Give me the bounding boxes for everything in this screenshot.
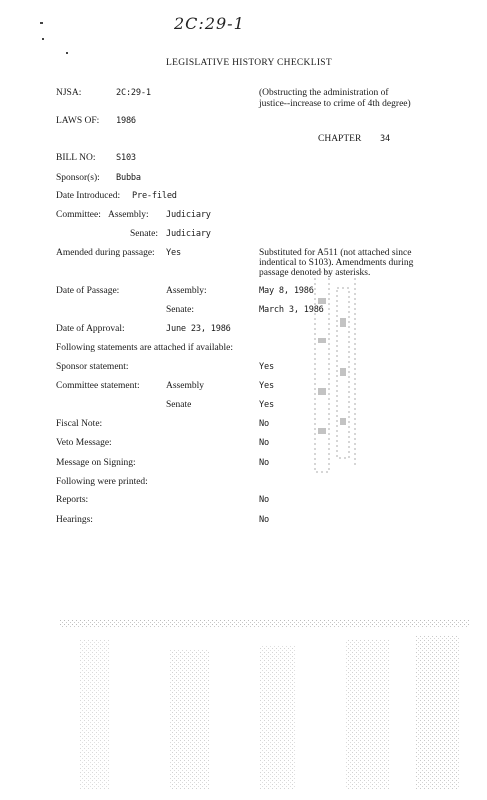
- amended-note-line-2: indentical to S103). Amendments during: [259, 258, 414, 268]
- amended-note-line-3: passage denoted by asterisks.: [259, 268, 371, 278]
- laws-of-value: 1986: [116, 116, 136, 126]
- sponsors-value: Bubba: [116, 173, 141, 183]
- scan-speck: [40, 22, 43, 24]
- chapter-label: CHAPTER: [318, 134, 362, 144]
- veto-message-value: No: [259, 438, 269, 448]
- scan-speck: [42, 38, 44, 40]
- passage-assembly-value: May 8, 1986: [259, 286, 314, 296]
- scan-noise: [60, 620, 470, 795]
- chapter-value: 34: [380, 134, 390, 144]
- message-on-signing-value: No: [259, 458, 269, 468]
- fiscal-note-label: Fiscal Note:: [56, 419, 103, 429]
- laws-of-label: LAWS OF:: [56, 116, 100, 126]
- passage-senate-label: Senate:: [166, 305, 194, 315]
- date-introduced-label: Date Introduced:: [56, 191, 121, 201]
- passage-senate-value: March 3, 1986: [259, 305, 324, 315]
- veto-message-label: Veto Message:: [56, 438, 112, 448]
- njsa-label: NJSA:: [56, 88, 82, 98]
- sponsor-statement-value: Yes: [259, 362, 274, 372]
- njsa-description-line-1: (Obstructing the administration of: [259, 88, 389, 98]
- date-of-passage-label: Date of Passage:: [56, 286, 120, 296]
- following-attached-heading: Following statements are attached if available:: [56, 343, 234, 353]
- amended-value: Yes: [166, 248, 181, 258]
- hearings-value: No: [259, 515, 269, 525]
- committee-statement-senate-value: Yes: [259, 400, 274, 410]
- committee-label: Committee:: [56, 210, 101, 220]
- fiscal-note-value: No: [259, 419, 269, 429]
- reports-label: Reports:: [56, 495, 89, 505]
- sponsor-statement-label: Sponsor statement:: [56, 362, 129, 372]
- page-title: LEGISLATIVE HISTORY CHECKLIST: [166, 58, 332, 68]
- bill-no-label: BILL NO:: [56, 153, 96, 163]
- reports-value: No: [259, 495, 269, 505]
- date-of-approval-label: Date of Approval:: [56, 324, 125, 334]
- scan-speck: [66, 52, 68, 54]
- committee-statement-label: Committee statement:: [56, 381, 140, 391]
- committee-assembly-label: Assembly:: [108, 210, 149, 220]
- amended-label: Amended during passage:: [56, 248, 155, 258]
- library-stamp: [309, 268, 369, 478]
- committee-assembly-value: Judiciary: [166, 210, 211, 220]
- committee-statement-senate-label: Senate: [166, 400, 192, 410]
- committee-statement-assembly-value: Yes: [259, 381, 274, 391]
- committee-senate-value: Judiciary: [166, 229, 211, 239]
- njsa-value: 2C:29-1: [116, 88, 151, 98]
- handwritten-reference: 2C:29-1: [174, 14, 245, 33]
- date-of-approval-value: June 23, 1986: [166, 324, 231, 334]
- njsa-description-line-2: justice--increase to crime of 4th degree): [259, 99, 411, 109]
- date-introduced-value: Pre-filed: [132, 191, 177, 201]
- hearings-label: Hearings:: [56, 515, 93, 525]
- amended-note-line-1: Substituted for A511 (not attached since: [259, 248, 412, 258]
- committee-statement-assembly-label: Assembly: [166, 381, 204, 391]
- bill-no-value: S103: [116, 153, 136, 163]
- message-on-signing-label: Message on Signing:: [56, 458, 136, 468]
- following-printed-heading: Following were printed:: [56, 477, 148, 487]
- sponsors-label: Sponsor(s):: [56, 173, 100, 183]
- passage-assembly-label: Assembly:: [166, 286, 207, 296]
- committee-senate-label: Senate:: [130, 229, 158, 239]
